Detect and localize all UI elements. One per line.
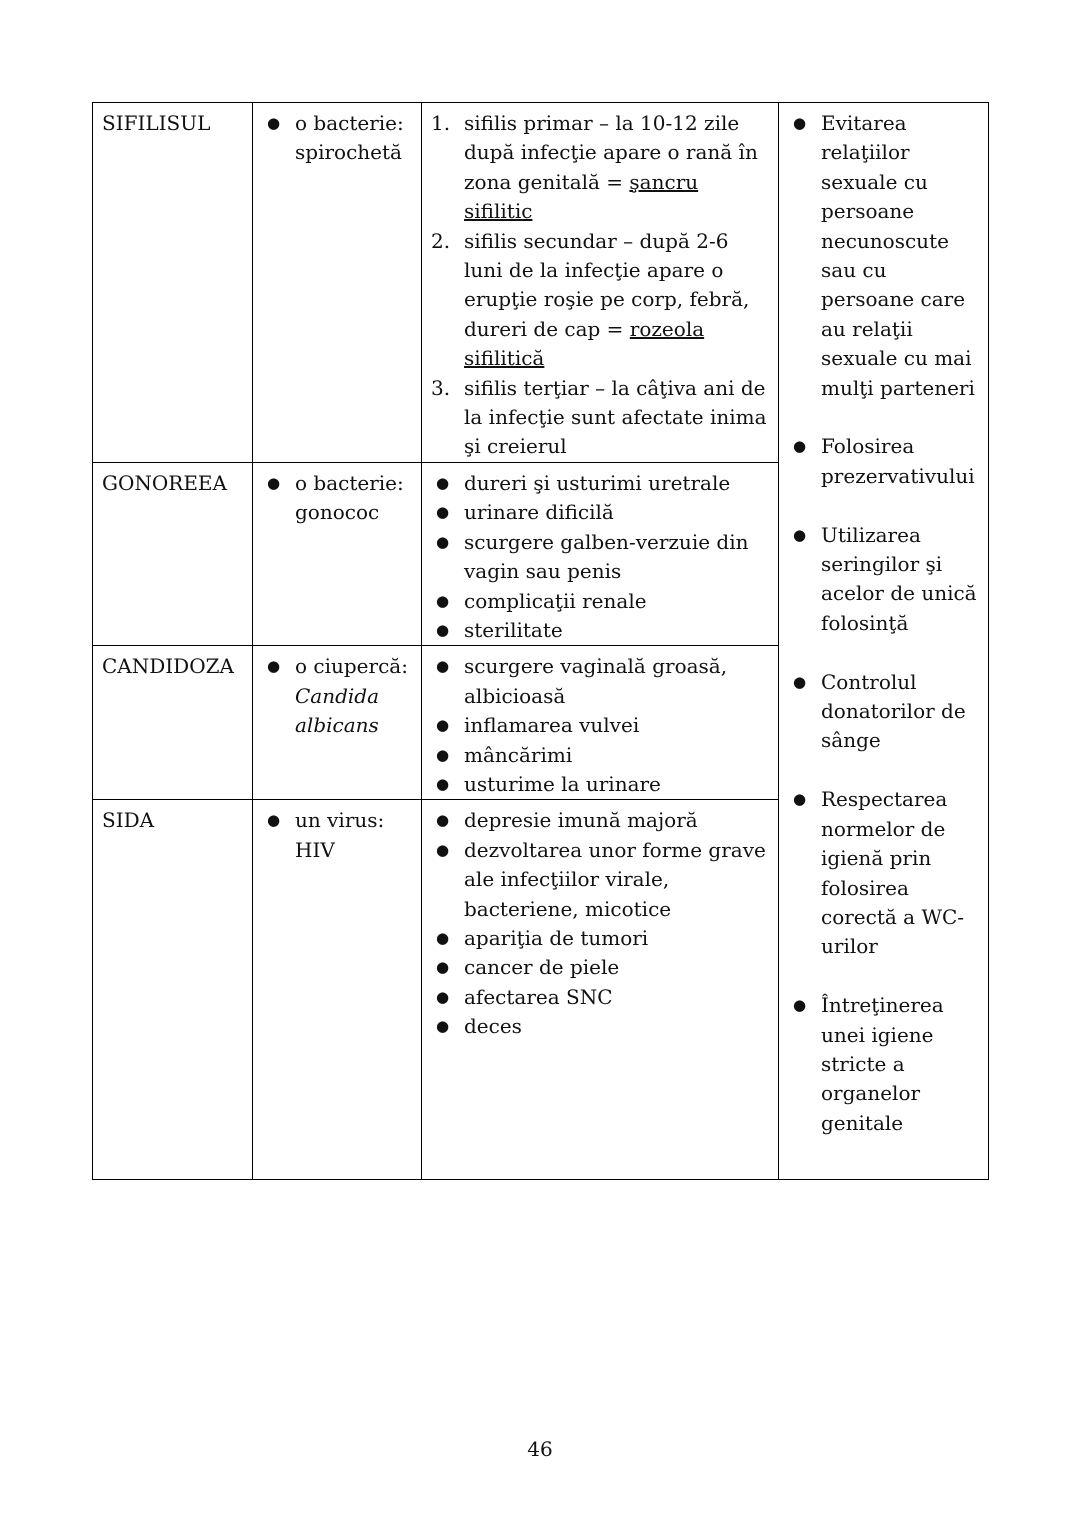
bullet-icon: ● [436,958,450,977]
disease-name: SIFILISUL [93,103,253,463]
bullet-icon: ● [267,657,281,676]
disease-name: GONOREEA [93,462,253,645]
prevention-cell [779,103,989,1180]
list-item: ● inflamarea vulvei [431,711,770,740]
agent-cell [253,646,422,800]
bullet-icon: ● [436,745,450,764]
bullet-icon: ● [436,591,450,610]
bullet-icon: ● [793,790,807,809]
symptoms-cell [422,800,779,1180]
list-item: ● urinare dificilă [431,498,770,527]
list-item: ● mâncărimi [431,741,770,770]
agent-cell [253,462,422,645]
list-item: ● deces [431,1012,770,1041]
list-item: ● o ciupercă: Candida albicans [267,654,408,738]
list-item: 2. sifilis secundar – după 2-6 luni de la infecţie apare o erupţie roşie pe corp, febră, dureri de cap = rozeola sifilitică [431,228,750,371]
list-item: ● complicaţii renale [431,587,770,616]
bullet-icon: ● [793,996,807,1015]
disease-name: SIDA [93,800,253,1180]
bullet-icon: ● [793,525,807,544]
list-item: ● o bacterie: spirochetă [267,111,404,165]
bullet-icon: ● [436,657,450,676]
bullet-icon: ● [267,114,281,132]
bullet-icon: ● [436,987,450,1006]
list-item: ● Controlul donatorilor de sânge [793,669,966,753]
list-item: ● Utilizarea seringilor şi acelor de unică folosinţă [793,522,977,635]
bullet-icon: ● [436,811,450,830]
list-item: ● Evitarea relaţiilor sexuale cu persoane necunoscute sau cu persoane care au relaţii sexuale cu mai mulţi parteneri [793,111,975,400]
bullet-icon: ● [436,716,450,735]
bullet-icon: ● [436,840,450,859]
list-item: ● afectarea SNC [431,983,770,1012]
agent-cell [253,800,422,1180]
bullet-icon: ● [267,473,281,492]
symptoms-cell [422,462,779,645]
symptoms-cell [422,646,779,800]
list-item: ● Întreţinerea unei igiene stricte a organelor genitale [793,993,944,1135]
table-row [93,103,989,463]
bullet-icon: ● [436,532,450,551]
symptoms-cell [422,103,779,463]
list-item: ● usturime la urinare [431,770,770,799]
bullet-icon: ● [436,928,450,947]
bullet-icon: ● [436,503,450,522]
bullet-icon: ● [793,437,807,456]
list-item: ● scurgere vaginală groasă, albicioasă [436,654,728,708]
page-number: 46 [527,1437,553,1461]
list-item: ● cancer de piele [431,953,770,982]
bullet-icon: ● [267,811,281,830]
bullet-icon: ● [436,1017,450,1036]
list-item: ● dezvoltarea unor forme grave ale infecţiilor virale, bacteriene, micotice [436,837,766,921]
list-item: ● depresie imună majoră [431,806,770,835]
list-item: ● sterilitate [431,616,770,645]
list-item: 1. sifilis primar – la 10-12 zile după infecţie apare o rană în zona genitală = şancru sifilitic [431,111,758,224]
list-item: ● Respectarea normelor de igienă prin folosirea corectă a WC-urilor [793,787,965,959]
agent-cell [253,103,422,463]
list-item: ● dureri şi usturimi uretrale [431,469,770,498]
list-item: ● scurgere galben-verzuie din vagin sau penis [436,529,749,584]
disease-name: CANDIDOZA [93,646,253,800]
std-table [92,102,989,1180]
list-item: ● un virus: HIV [267,808,385,862]
bullet-icon: ● [793,114,807,132]
bullet-icon: ● [793,672,807,691]
bullet-icon: ● [436,473,450,492]
list-item: ● o bacterie: gonococ [267,470,404,525]
list-item: ● apariţia de tumori [431,924,770,953]
bullet-icon: ● [436,620,450,639]
bullet-icon: ● [436,774,450,793]
list-item: ● Folosirea prezervativului [793,434,975,488]
list-item: 3. sifilis terţiar – la câţiva ani de la infecţie sunt afectate inima şi creierul [431,375,767,459]
